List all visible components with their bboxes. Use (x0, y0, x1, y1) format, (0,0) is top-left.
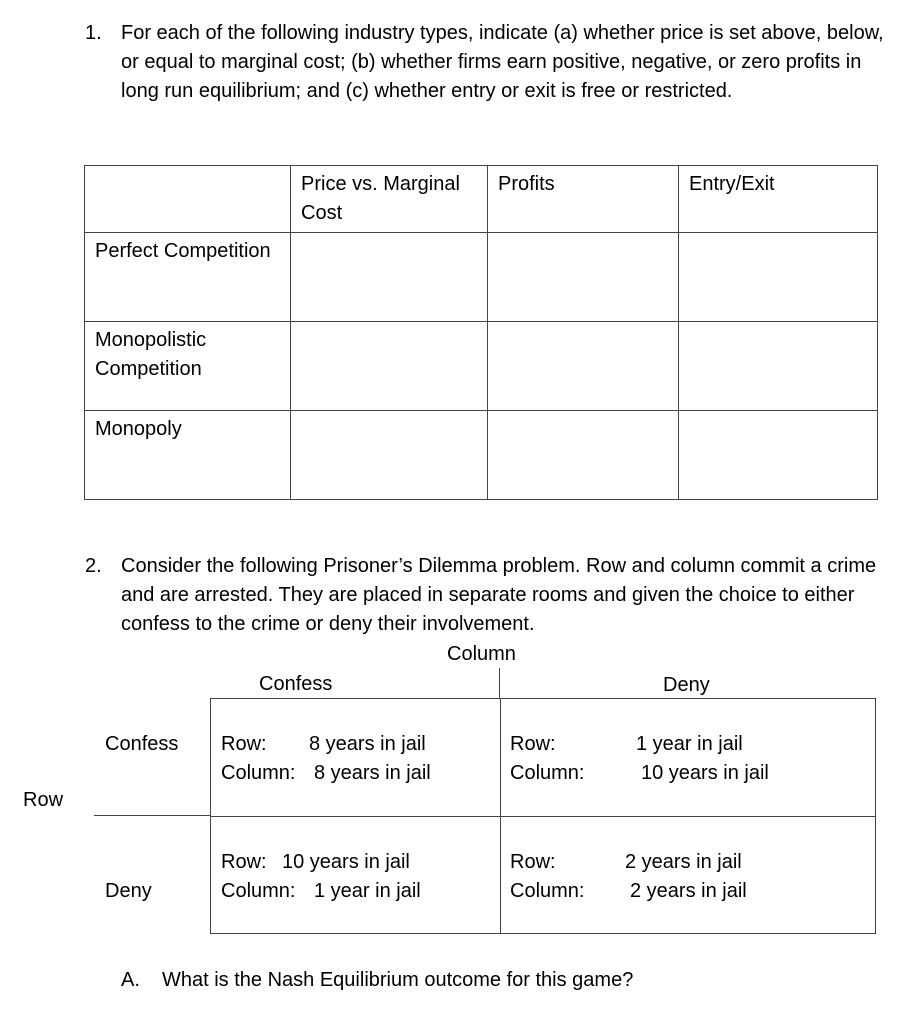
row-player-label: Row (23, 789, 64, 811)
question-text: Consider the following Prisoner’s Dilemma problem. Row and column commit a crime and are arrested. They are placed in separate rooms and given the choice to either confess to the crime or deny their involvement. (121, 555, 877, 635)
header-price-vs-mc: Price vs. Marginal Cost (291, 166, 488, 233)
answer-cell[interactable] (291, 322, 488, 411)
answer-cell[interactable] (679, 411, 878, 500)
column-divider (499, 668, 500, 698)
payoff-cc-col-label: Column: (221, 762, 296, 784)
answer-cell[interactable] (488, 233, 679, 322)
subquestion-text: What is the Nash Equilibrium outcome for this game? (162, 969, 634, 991)
answer-cell[interactable] (291, 233, 488, 322)
row-divider (94, 815, 210, 816)
row-label: Perfect Competition (85, 233, 291, 322)
answer-cell[interactable] (488, 411, 679, 500)
table-row (85, 411, 878, 500)
answer-cell[interactable] (679, 322, 878, 411)
column-strategy-confess: Confess (259, 673, 333, 695)
row-label: Monopolistic Competition (85, 322, 291, 411)
answer-cell[interactable] (291, 411, 488, 500)
payoff-cd-row-value: 1 year in jail (636, 733, 743, 755)
payoff-dc-row-label: Row: (221, 851, 267, 873)
header-empty (85, 166, 291, 233)
answer-cell[interactable] (488, 322, 679, 411)
payoff-dd-row-label: Row: (510, 851, 556, 873)
payoff-dc-col-label: Column: (221, 880, 296, 902)
question-number: 1. (85, 22, 102, 44)
row-strategy-confess: Confess (105, 733, 179, 755)
payoff-cc-col-value: 8 years in jail (314, 762, 431, 784)
table-row (85, 233, 878, 322)
payoff-dc-row-value: 10 years in jail (282, 851, 410, 873)
question-number: 2. (85, 555, 102, 577)
row-strategy-deny: Deny (105, 880, 152, 902)
payoff-cd-col-label: Column: (510, 762, 585, 784)
answer-cell[interactable] (679, 233, 878, 322)
payoff-cd-row-label: Row: (510, 733, 556, 755)
industry-table (84, 165, 878, 500)
payoff-cd-col-value: 10 years in jail (641, 762, 769, 784)
payoff-dc-col-value: 1 year in jail (314, 880, 421, 902)
column-player-label: Column (447, 643, 516, 665)
table-row (85, 322, 878, 411)
table-header-row (85, 166, 878, 233)
payoff-cc-row-label: Row: (221, 733, 267, 755)
payoff-cc-row-value: 8 years in jail (309, 733, 426, 755)
matrix-horizontal-line (211, 816, 875, 817)
header-entry-exit: Entry/Exit (679, 166, 878, 233)
subquestion-letter: A. (121, 969, 140, 991)
column-strategy-deny: Deny (663, 674, 710, 696)
row-label: Monopoly (85, 411, 291, 500)
payoff-dd-col-label: Column: (510, 880, 585, 902)
header-profits: Profits (488, 166, 679, 233)
payoff-dd-row-value: 2 years in jail (625, 851, 742, 873)
payoff-dd-col-value: 2 years in jail (630, 880, 747, 902)
question-text: For each of the following industry types, indicate (a) whether price is set above, below, or equal to marginal cost; (b) whether firms earn positive, negative, or zero profits in long run equilibrium; and (c) whether entry or exit is free or restricted. (121, 22, 884, 102)
